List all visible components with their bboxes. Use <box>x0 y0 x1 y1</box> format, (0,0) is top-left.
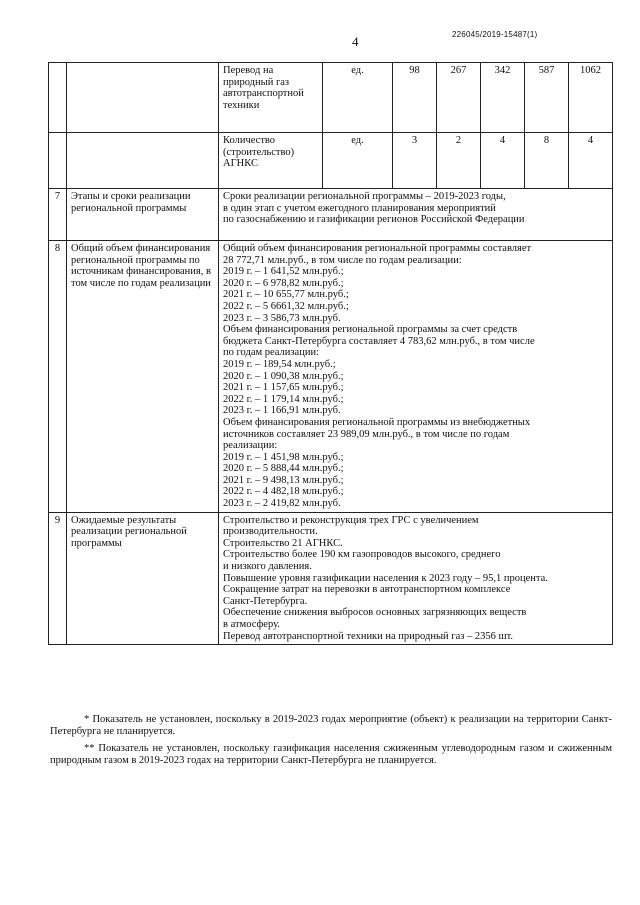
content-line: Сроки реализации региональной программы – 2019-2023 годы, <box>223 191 506 202</box>
content-line: Строительство и реконструкция трех ГРС с увеличением <box>223 514 479 526</box>
row-number: 9 <box>49 512 67 645</box>
content-line: 2022 г. – 4 482,18 млн.руб.; <box>223 486 344 498</box>
content-line: 2019 г. – 1 451,98 млн.руб.; <box>223 451 344 463</box>
indicator-value: 4 <box>569 133 613 189</box>
content-line: 2021 г. – 1 157,65 млн.руб.; <box>223 382 344 394</box>
indicator-value: 267 <box>437 63 481 133</box>
passport-table <box>48 62 613 645</box>
content-line: 2019 г. – 1 641,52 млн.руб.; <box>223 266 344 278</box>
content-line: 2020 г. – 5 888,44 млн.руб.; <box>223 463 344 475</box>
row-content <box>219 189 613 241</box>
table-row-results <box>49 512 613 645</box>
empty-cell <box>67 63 219 133</box>
content-line: бюджета Санкт-Петербурга составляет 4 783,62 млн.руб., в том числе <box>223 335 535 347</box>
row-number: 8 <box>49 241 67 513</box>
indicator-unit: ед. <box>323 133 393 189</box>
page-number: 4 <box>352 34 359 49</box>
content-line: 2021 г. – 10 655,77 млн.руб.; <box>223 289 349 301</box>
content-line: Сокращение затрат на перевозки в автотранспортном комплексе <box>223 584 511 596</box>
content-line: в один этап с учетом ежегодного планирования мероприятий <box>223 202 496 214</box>
content-line: Строительство 21 АГНКС. <box>223 537 343 549</box>
content-line: 2022 г. – 5 6661,32 млн.руб.; <box>223 300 349 312</box>
indicator-label: Перевод на природный газ автотранспортной техники <box>219 63 323 133</box>
row-number: 7 <box>49 189 67 241</box>
table-row-financing <box>49 241 613 513</box>
row-title: Общий объем финансирования региональной программы по источникам финансирования, в том числе по годам реализации <box>67 241 219 513</box>
content-line: Перевод автотранспортной техники на природный газ – 2356 шт. <box>223 630 514 642</box>
empty-cell <box>49 133 67 189</box>
content-line: реализации: <box>223 440 278 452</box>
document-id: 226045/2019-15487(1) <box>452 30 538 39</box>
empty-cell <box>49 63 67 133</box>
row-title: Этапы и сроки реализации региональной программы <box>67 189 219 241</box>
table-row-stages <box>49 189 613 241</box>
content-line: 2022 г. – 1 179,14 млн.руб.; <box>223 393 344 405</box>
indicator-unit: ед. <box>323 63 393 133</box>
content-line: Санкт-Петербурга. <box>223 595 308 607</box>
footnote: * Показатель не установлен, поскольку в 2019-2023 годах мероприятие (объект) к реализации на территории Санкт-Петербурга не планируется. <box>50 714 612 738</box>
content-line: 2020 г. – 1 090,38 млн.руб.; <box>223 370 344 382</box>
content-line: Строительство более 190 км газопроводов высокого, среднего <box>223 549 501 561</box>
indicator-value: 4 <box>481 133 525 189</box>
content-line: 28 772,71 млн.руб., в том числе по годам реализации: <box>223 254 462 266</box>
content-line: производительности. <box>223 526 318 538</box>
footnote: ** Показатель не установлен, поскольку газификация населения сжиженным углеводородным газом и сжиженным природным газом в 2019-2023 годах на территории Санкт-Петербурга не планируется. <box>50 742 612 767</box>
empty-cell <box>67 133 219 189</box>
indicator-label: Количество (строительство) АГНКС <box>219 133 323 189</box>
content-line: Объем финансирования региональной программы из внебюджетных <box>223 416 531 428</box>
content-line: 2023 г. – 3 586,73 млн.руб. <box>223 312 341 324</box>
table-row-indicator-transport <box>49 63 613 133</box>
content-line: 2023 г. – 2 419,82 млн.руб. <box>223 498 341 510</box>
indicator-value: 342 <box>481 63 525 133</box>
row-title: Ожидаемые результаты реализации региональной программы <box>67 512 219 645</box>
row-content <box>219 241 613 513</box>
indicator-value: 98 <box>393 63 437 133</box>
indicator-value: 2 <box>437 133 481 189</box>
indicator-value: 8 <box>525 133 569 189</box>
content-line: по газоснабжению и газификации регионов Российской Федерации <box>223 214 525 226</box>
content-line: 2021 г. – 9 498,13 млн.руб.; <box>223 474 344 486</box>
content-line: Объем финансирования региональной программы за счет средств <box>223 324 518 336</box>
content-line: в атмосферу. <box>223 619 280 630</box>
content-line: Обеспечение снижения выбросов основных загрязняющих веществ <box>223 607 527 619</box>
content-line: 2023 г. – 1 166,91 млн.руб. <box>223 405 341 417</box>
content-line: Повышение уровня газификации населения к 2023 году – 95,1 процента. <box>223 572 548 584</box>
footnotes <box>50 714 612 772</box>
table-row-indicator-agnks <box>49 133 613 189</box>
content-line: 2019 г. – 189,54 млн.руб.; <box>223 358 336 370</box>
indicator-value: 587 <box>525 63 569 133</box>
content-line: 2020 г. – 6 978,82 млн.руб.; <box>223 277 344 289</box>
indicator-value: 3 <box>393 133 437 189</box>
content-line: по годам реализации: <box>223 347 319 359</box>
content-line: источников составляет 23 989,09 млн.руб., в том числе по годам <box>223 428 510 440</box>
indicator-value: 1062 <box>569 63 613 133</box>
content-line: и низкого давления. <box>223 561 312 573</box>
row-content <box>219 512 613 645</box>
content-line: Общий объем финансирования региональной программы составляет <box>223 243 532 254</box>
